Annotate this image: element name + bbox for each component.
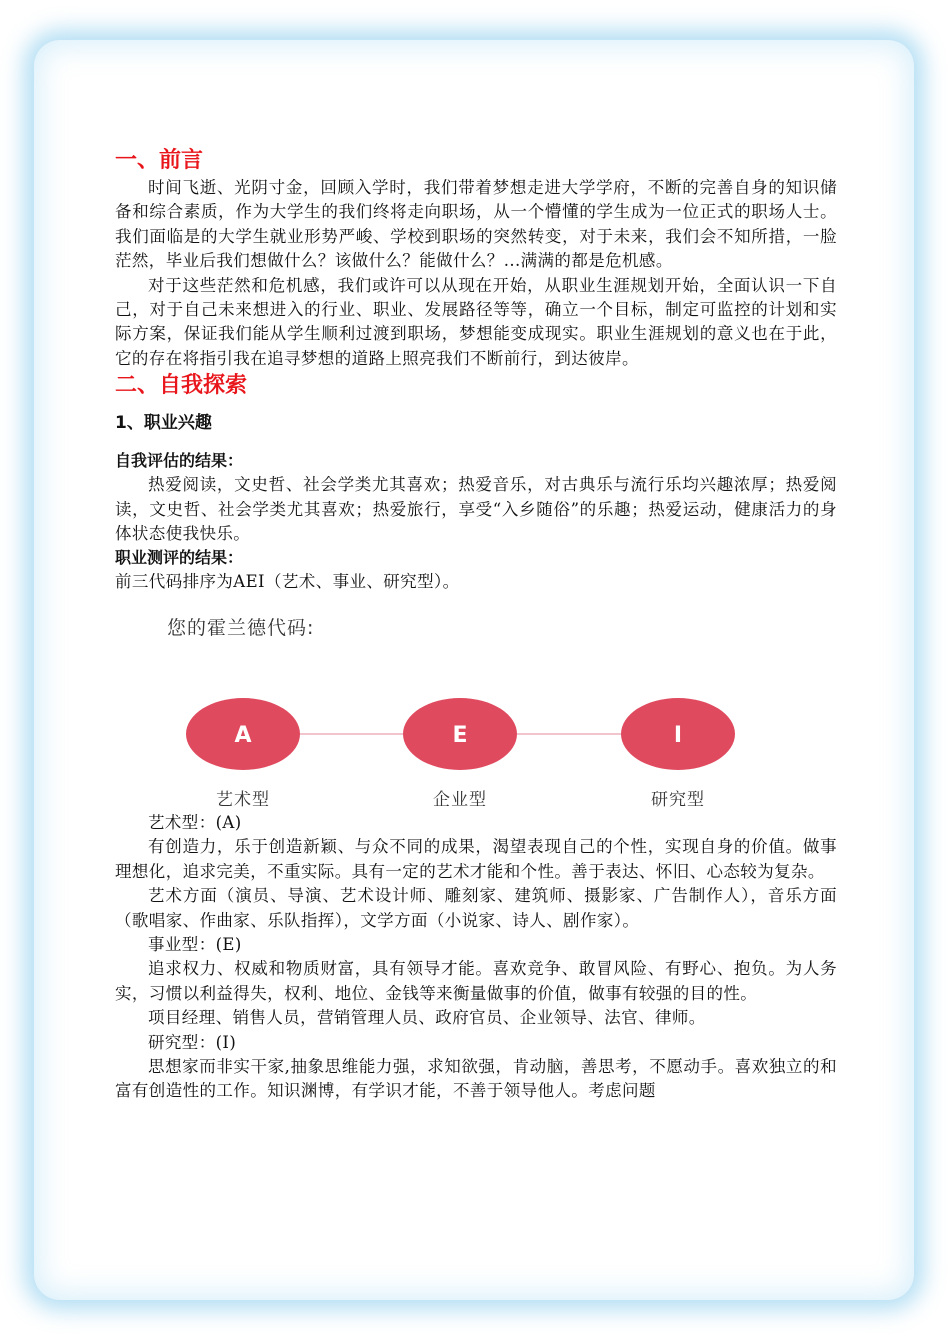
heading-preface: 一、前言 [115,148,204,173]
type-i-title: 研究型：(I) [148,1032,237,1052]
document-body [115,140,837,1104]
type-e-jobs: 项目经理、销售人员，营销管理人员、政府官员、企业领导、法官、律师。 [148,1008,706,1028]
type-a-title: 艺术型：(A) [148,812,242,832]
self-eval-text: 热爱阅读，文史哲、社会学类尤其喜欢；热爱音乐，对古典乐与流行乐均兴趣浓厚；热爱阅读，文史哲、社会学类尤其喜欢；热爱旅行，享受“入乡随俗”的乐趣；热爱运动，健康活力的身体状态使我快乐。 [115,475,837,544]
code-letter-a: A [234,722,252,748]
code-letter-e: E [452,722,468,748]
holland-diagram [115,607,837,807]
type-i-description: 思想家而非实干家,抽象思维能力强，求知欲强，肯动脑，善思考，不愿动手。喜欢独立的和富有创造性的工作。知识渊博，有学识才能，不善于领导他人。考虑问题 [115,1056,837,1101]
code-name-e: 企业型 [433,789,487,810]
holland-code-figure [115,607,837,810]
code-name-a: 艺术型 [216,789,270,810]
type-a-description: 有创造力，乐于创造新颖、与众不同的成果，渴望表现自己的个性，实现自身的价值。做事理想化，追求完美，不重实际。具有一定的艺术才能和个性。善于表达、怀旧、心态较为复杂。 [115,837,837,881]
preface-paragraph-1: 时间飞逝、光阴寸金，回顾入学时，我们带着梦想走进大学学府，不断的完善自身的知识储备和综合素质，作为大学生的我们终将走向职场，从一个懵懂的学生成为一位正式的职场人士。我们面临是的大学生就业形势严峻、学校到职场的突然转变，对于未来，我们会不知所措，一脸茫然，毕业后我们想做什么？该做什么？能做什么？...满满的都是危机感。 [115,178,837,271]
type-a-jobs: 艺术方面（演员、导演、艺术设计师、雕刻家、建筑师、摄影家、广告制作人），音乐方面（歌唱家、作曲家、乐队指挥），文学方面（小说家、诗人、剧作家）。 [115,886,837,930]
type-e-title: 事业型：(E) [148,934,242,954]
heading-self-explore: 二、自我探索 [115,373,248,399]
test-result-label: 职业测评的结果： [115,548,244,568]
code-letter-i: I [673,722,683,748]
type-e-description: 追求权力、权威和物质财富，具有领导才能。喜欢竞争、敢冒风险、有野心、抱负。为人务实，习惯以利益得失，权利、地位、金钱等来衡量做事的价值，做事有较强的目的性。 [115,959,837,1003]
subheading-career-interest: 1、职业兴趣 [115,413,212,434]
self-eval-label: 自我评估的结果： [115,451,244,471]
test-result-text: 前三代码排序为AEI（艺术、事业、研究型）。 [115,572,460,592]
preface-paragraph-2: 对于这些茫然和危机感，我们或许可以从现在开始，从职业生涯规划开始，全面认识一下自己，对于自己未来想进入的行业、职业、发展路径等等，确立一个目标，制定可监控的计划和实际方案，保证我们能从学生顺利过渡到职场，梦想能变成现实。职业生涯规划的意义也在于此，它的存在将指引我在追寻梦想的道路上照亮我们不断前行，到达彼岸。 [115,275,837,368]
holland-title: 您的霍兰德代码: [167,616,315,639]
code-name-i: 研究型 [651,789,705,810]
